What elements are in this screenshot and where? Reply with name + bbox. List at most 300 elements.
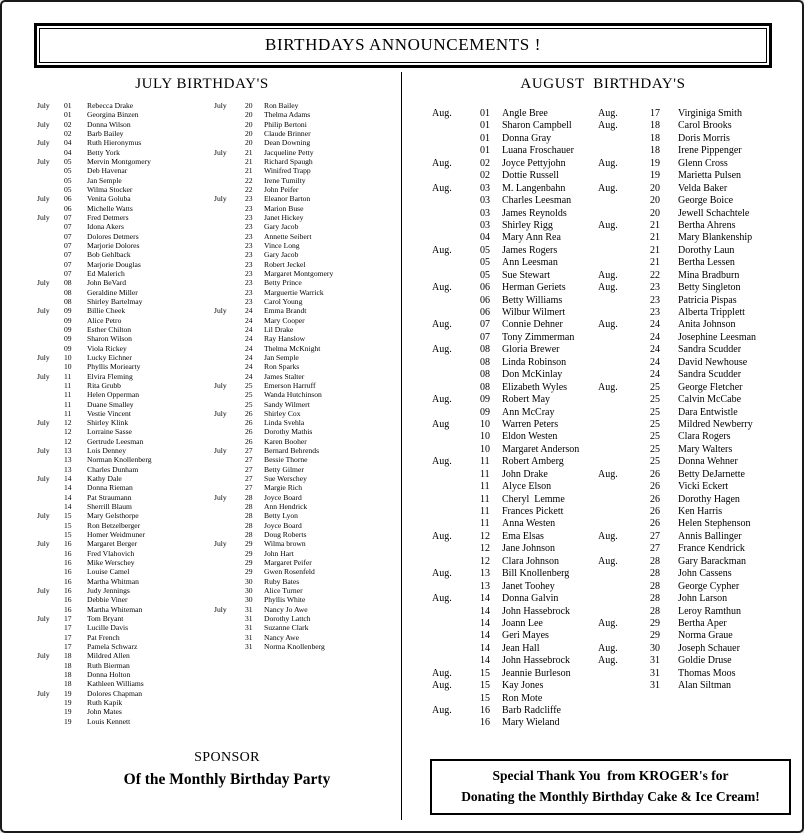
name-label: Janet Hickey — [264, 212, 304, 222]
month-label: Aug. — [598, 269, 618, 281]
day-label: 07 — [480, 331, 490, 343]
month-label — [432, 693, 480, 705]
name-label: John Cassens — [678, 568, 732, 580]
day-label: 24 — [245, 362, 253, 372]
birthday-row — [37, 306, 207, 315]
month-label — [432, 382, 480, 394]
name-label: John Hassebrock — [502, 605, 571, 617]
day-label: 28 — [650, 568, 660, 580]
month-label — [432, 506, 480, 518]
name-label: Margaret Anderson — [502, 443, 580, 455]
birthday-row — [598, 344, 798, 356]
birthday-row — [432, 419, 597, 431]
birthday-row — [598, 319, 798, 331]
birthday-row — [598, 220, 798, 232]
day-label: 19 — [650, 157, 660, 169]
sponsor-block — [77, 750, 377, 789]
name-label: George Fletcher — [678, 381, 743, 393]
birthday-row — [598, 444, 798, 456]
birthday-row — [214, 567, 399, 576]
birthday-row — [37, 455, 207, 464]
day-label: 09 — [64, 324, 72, 334]
name-label: Donna Rieman — [87, 483, 133, 493]
name-label: Bertha Ahrens — [678, 219, 736, 231]
name-label: Doris Morris — [678, 132, 730, 144]
day-label: 21 — [650, 244, 660, 256]
birthday-row — [37, 316, 207, 325]
birthday-row — [214, 465, 399, 474]
name-label: Annette Seibert — [264, 231, 312, 241]
month-label — [37, 409, 64, 418]
name-label: Alice Turner — [264, 586, 303, 596]
name-label: Betty York — [87, 147, 120, 157]
day-label: 06 — [480, 282, 490, 294]
birthday-row — [37, 437, 207, 446]
name-label: Bob Gehlback — [87, 250, 131, 260]
day-label: 20 — [650, 182, 660, 194]
month-label — [432, 257, 480, 269]
birthday-row — [37, 334, 207, 343]
day-label: 15 — [480, 667, 490, 679]
day-label: 14 — [480, 593, 490, 605]
day-label: 15 — [480, 692, 490, 704]
birthday-row — [598, 419, 798, 431]
name-label: Jacqueline Petty — [264, 147, 314, 157]
month-label: Aug. — [598, 555, 618, 567]
day-label: 24 — [650, 331, 660, 343]
day-label: 24 — [245, 343, 253, 353]
month-label — [37, 493, 64, 502]
day-label: 01 — [64, 101, 72, 110]
month-label — [37, 633, 64, 642]
month-label — [432, 407, 480, 419]
name-label: Ema Elsas — [502, 530, 544, 542]
month-label — [37, 549, 64, 558]
name-label: Dean Downing — [264, 138, 311, 148]
birthday-row — [432, 145, 597, 157]
birthday-row — [214, 418, 399, 427]
month-label — [598, 133, 650, 145]
name-label: Karen Booher — [264, 436, 307, 446]
name-label: Sharon Campbell — [502, 120, 572, 132]
day-label: 14 — [480, 605, 490, 617]
day-label: 19 — [650, 170, 660, 182]
day-label: 28 — [245, 502, 253, 512]
month-label — [214, 353, 245, 362]
name-label: Ann Hendrick — [264, 502, 308, 512]
birthday-row — [214, 511, 399, 520]
name-label: David Newhouse — [678, 356, 748, 368]
day-label: 29 — [245, 567, 253, 577]
birthday-row — [214, 157, 399, 166]
month-label — [37, 316, 64, 325]
day-label: 26 — [650, 518, 660, 530]
month-label — [214, 455, 245, 464]
name-label: Betty DeJarnette — [678, 468, 745, 480]
birthday-row — [37, 465, 207, 474]
name-label: Louis Kennett — [87, 716, 131, 726]
august-list-column-1 — [432, 108, 597, 730]
day-label: 31 — [650, 680, 660, 692]
month-label — [214, 623, 245, 632]
birthday-row — [598, 568, 798, 580]
name-label: Irene Pippenger — [678, 145, 742, 157]
day-label: 18 — [64, 679, 72, 689]
birthday-row — [598, 680, 798, 692]
month-label — [214, 530, 245, 539]
month-label — [432, 518, 480, 530]
name-label: Ann McCray — [502, 406, 555, 418]
month-label — [214, 334, 245, 343]
day-label: 24 — [245, 306, 253, 316]
name-label: Margaret Montgomery — [264, 268, 334, 278]
birthday-row — [598, 481, 798, 493]
day-label: 01 — [480, 145, 490, 157]
month-label — [37, 390, 64, 399]
month-label — [432, 494, 480, 506]
day-label: 03 — [480, 182, 490, 194]
day-label: 18 — [650, 132, 660, 144]
birthday-row — [598, 307, 798, 319]
day-label: 04 — [64, 138, 72, 148]
day-label: 29 — [650, 630, 660, 642]
name-label: Deb Havenar — [87, 166, 128, 176]
day-label: 05 — [480, 257, 490, 269]
month-label: Aug. — [598, 182, 618, 194]
month-label: Aug. — [598, 319, 618, 331]
month-label — [598, 332, 650, 344]
birthday-row — [214, 204, 399, 213]
birthday-row — [37, 446, 207, 455]
name-label: Thelma McKnight — [264, 343, 321, 353]
day-label: 03 — [480, 207, 490, 219]
month-label — [432, 133, 480, 145]
month-label: July — [37, 371, 50, 381]
name-label: Gertrude Leesman — [87, 436, 144, 446]
day-label: 21 — [650, 232, 660, 244]
birthday-row — [214, 577, 399, 586]
day-label: 06 — [64, 203, 72, 213]
name-label: John Hassebrock — [502, 655, 571, 667]
month-label: Aug. — [432, 344, 452, 356]
name-label: Don McKinlay — [502, 369, 563, 381]
thanks-line-1: Special Thank You from KROGER's for — [492, 768, 729, 783]
month-label — [432, 469, 480, 481]
name-label: John Hart — [264, 548, 294, 558]
name-label: Norma Graue — [678, 630, 733, 642]
day-label: 12 — [480, 543, 490, 555]
name-label: Bertha Lessen — [678, 257, 735, 269]
birthday-row — [432, 469, 597, 481]
day-label: 16 — [64, 567, 72, 577]
month-label: Aug. — [432, 680, 452, 692]
day-label: 29 — [245, 558, 253, 568]
birthday-row — [432, 693, 597, 705]
birthday-row — [37, 511, 207, 520]
name-label: Wilbur Wilmert — [502, 307, 566, 318]
month-label — [598, 357, 650, 369]
day-label: 23 — [245, 268, 253, 278]
name-label: Dolores Chapman — [87, 688, 143, 698]
name-label: Shirley Cox — [264, 408, 301, 418]
birthday-row — [598, 655, 798, 667]
month-label — [37, 166, 64, 175]
name-label: Fred Detmers — [87, 212, 129, 222]
birthday-row — [598, 133, 798, 145]
birthday-row — [432, 481, 597, 493]
day-label: 05 — [480, 244, 490, 256]
day-label: 09 — [64, 306, 72, 316]
birthday-row — [214, 325, 399, 334]
name-label: Donna Gray — [502, 132, 552, 144]
month-label — [598, 680, 650, 692]
day-label: 27 — [650, 543, 660, 555]
birthday-row — [37, 110, 207, 119]
name-label: Patricia Pispas — [678, 294, 737, 306]
birthday-row — [598, 643, 798, 655]
name-label: Velda Baker — [678, 182, 728, 194]
month-label — [432, 145, 480, 157]
name-label: Emerson Harruff — [264, 380, 316, 390]
day-label: 31 — [245, 632, 253, 642]
name-label: Joyce Board — [264, 492, 302, 502]
birthday-row — [214, 288, 399, 297]
name-label: James Rogers — [502, 244, 558, 256]
birthday-row — [432, 668, 597, 680]
month-label — [598, 444, 650, 456]
name-label: Pamela Schwarz — [87, 642, 138, 652]
name-label: Jan Semple — [87, 175, 122, 185]
month-label — [214, 241, 245, 250]
name-label: Vestie Vincent — [87, 408, 131, 418]
day-label: 14 — [480, 617, 490, 629]
birthday-row — [214, 409, 399, 418]
month-label: Aug. — [432, 244, 452, 256]
day-label: 27 — [245, 464, 253, 474]
month-label — [37, 362, 64, 371]
month-label — [214, 465, 245, 474]
birthday-row — [432, 232, 597, 244]
month-label — [37, 679, 64, 688]
birthday-row — [432, 717, 597, 729]
sponsor-subheading: Of the Monthly Birthday Party — [123, 771, 331, 788]
birthday-row — [37, 269, 207, 278]
name-label: Georgina Binzen — [87, 110, 139, 120]
day-label: 23 — [245, 250, 253, 260]
day-label: 24 — [245, 352, 253, 362]
birthday-row — [37, 194, 207, 203]
name-label: Thomas Moos — [678, 667, 736, 679]
month-label: Aug. — [598, 282, 618, 294]
birthday-row — [598, 120, 798, 132]
day-label: 11 — [480, 456, 490, 468]
name-label: Jane Johnson — [502, 543, 556, 555]
name-label: Robert May — [502, 394, 551, 406]
month-label — [214, 222, 245, 231]
month-label: July — [37, 586, 50, 596]
name-label: James Stalter — [264, 371, 305, 381]
birthday-row — [37, 400, 207, 409]
month-label — [214, 437, 245, 446]
birthday-row — [598, 257, 798, 269]
day-label: 25 — [245, 380, 253, 390]
name-label: Annis Ballinger — [678, 530, 742, 542]
day-label: 13 — [64, 446, 72, 456]
birthday-row — [214, 176, 399, 185]
name-label: Pat Straumann — [87, 492, 132, 502]
day-label: 23 — [245, 203, 253, 213]
name-label: Anna Westen — [502, 518, 556, 530]
birthday-row — [37, 222, 207, 231]
month-label: July — [37, 474, 50, 484]
month-label — [214, 483, 245, 492]
name-label: Dolores Detmers — [87, 231, 139, 241]
month-label — [214, 344, 245, 353]
day-label: 05 — [64, 156, 72, 166]
day-label: 28 — [650, 593, 660, 605]
day-label: 08 — [64, 278, 72, 288]
name-label: Dorothy Hagen — [678, 493, 740, 505]
month-label: Aug. — [432, 568, 452, 580]
day-label: 11 — [480, 506, 490, 517]
name-label: Claude Brinner — [264, 128, 311, 138]
day-label: 11 — [64, 408, 72, 418]
birthday-row — [214, 483, 399, 492]
day-label: 22 — [650, 269, 660, 281]
birthday-row — [37, 558, 207, 567]
day-label: 23 — [245, 222, 253, 232]
day-label: 24 — [245, 371, 253, 381]
day-label: 23 — [650, 282, 660, 294]
month-label: July — [37, 651, 50, 661]
month-label — [37, 288, 64, 297]
month-label — [598, 344, 650, 356]
page-title: BIRTHDAYS ANNOUNCEMENTS ! — [265, 35, 541, 54]
day-label: 18 — [64, 660, 72, 670]
day-label: 12 — [480, 555, 490, 567]
name-label: Sandra Scudder — [678, 369, 742, 381]
month-label: Aug. — [432, 593, 452, 605]
birthday-row — [214, 381, 399, 390]
name-label: Alberta Tripplett — [678, 307, 745, 318]
name-label: Ruth Bierman — [87, 660, 130, 670]
day-label: 06 — [480, 294, 490, 306]
birthday-row — [598, 158, 798, 170]
column-divider — [401, 72, 402, 820]
month-label — [214, 502, 245, 511]
day-label: 11 — [64, 390, 72, 400]
birthday-row — [214, 129, 399, 138]
birthday-row — [432, 195, 597, 207]
name-label: Wilma brown — [264, 539, 306, 549]
name-label: Cheryl Lemme — [502, 493, 565, 505]
day-label: 21 — [245, 147, 253, 157]
name-label: Dottie Russell — [502, 170, 559, 182]
day-label: 01 — [480, 132, 490, 144]
month-label — [214, 325, 245, 334]
day-label: 26 — [245, 408, 253, 418]
july-list-column-2 — [214, 101, 399, 651]
name-label: M. Langenbahn — [502, 182, 566, 194]
month-label: July — [37, 194, 50, 204]
name-label: Marjorie Dolores — [87, 240, 140, 250]
birthday-row — [598, 332, 798, 344]
birthday-row — [214, 166, 399, 175]
birthday-row — [432, 680, 597, 692]
day-label: 17 — [64, 614, 72, 624]
birthday-row — [37, 698, 207, 707]
name-label: Dorothy Laun — [678, 244, 735, 256]
name-label: Margaret Berger — [87, 539, 138, 549]
month-label: Aug. — [598, 617, 618, 629]
month-label: July — [37, 278, 50, 288]
month-label: July — [37, 101, 50, 110]
name-label: Ann Leesman — [502, 257, 558, 269]
month-label — [214, 558, 245, 567]
day-label: 14 — [64, 474, 72, 484]
birthday-row — [37, 372, 207, 381]
day-label: 26 — [650, 481, 660, 493]
day-label: 07 — [64, 222, 72, 232]
month-label — [432, 581, 480, 593]
day-label: 13 — [64, 464, 72, 474]
month-label — [37, 605, 64, 614]
name-label: Gary Jacob — [264, 222, 299, 232]
month-label — [37, 427, 64, 436]
name-label: James Reynolds — [502, 207, 567, 219]
name-label: Eldon Westen — [502, 431, 558, 443]
name-label: Elizabeth Wyles — [502, 381, 568, 393]
day-label: 25 — [245, 390, 253, 400]
announcements-banner — [34, 23, 772, 68]
month-label: July — [214, 539, 227, 549]
month-label — [37, 325, 64, 334]
birthday-row — [37, 325, 207, 334]
birthday-row — [37, 241, 207, 250]
day-label: 30 — [245, 595, 253, 605]
month-label — [214, 213, 245, 222]
month-label: July — [37, 614, 50, 624]
day-label: 27 — [245, 483, 253, 493]
month-label: Aug. — [598, 157, 618, 169]
name-label: Norman Knollenberg — [87, 455, 152, 465]
month-label — [598, 257, 650, 269]
birthday-row — [37, 344, 207, 353]
month-label: July — [37, 418, 50, 428]
day-label: 28 — [245, 492, 253, 502]
day-label: 07 — [64, 250, 72, 260]
name-label: Bessie Thorne — [264, 455, 308, 465]
name-label: Kathleen Williams — [87, 679, 144, 689]
day-label: 11 — [480, 468, 490, 480]
month-label — [432, 543, 480, 555]
month-label — [598, 543, 650, 555]
name-label: Venita Goluba — [87, 194, 131, 204]
month-label — [598, 245, 650, 257]
birthday-row — [37, 493, 207, 502]
birthday-row — [214, 222, 399, 231]
day-label: 19 — [64, 716, 72, 726]
birthday-row — [214, 260, 399, 269]
birthday-row — [37, 390, 207, 399]
day-label: 11 — [480, 493, 490, 505]
birthday-row — [214, 502, 399, 511]
birthday-row — [598, 431, 798, 443]
birthday-row — [37, 689, 207, 698]
name-label: Marjorie Douglas — [87, 259, 141, 269]
birthday-row — [598, 531, 798, 543]
day-label: 16 — [64, 576, 72, 586]
